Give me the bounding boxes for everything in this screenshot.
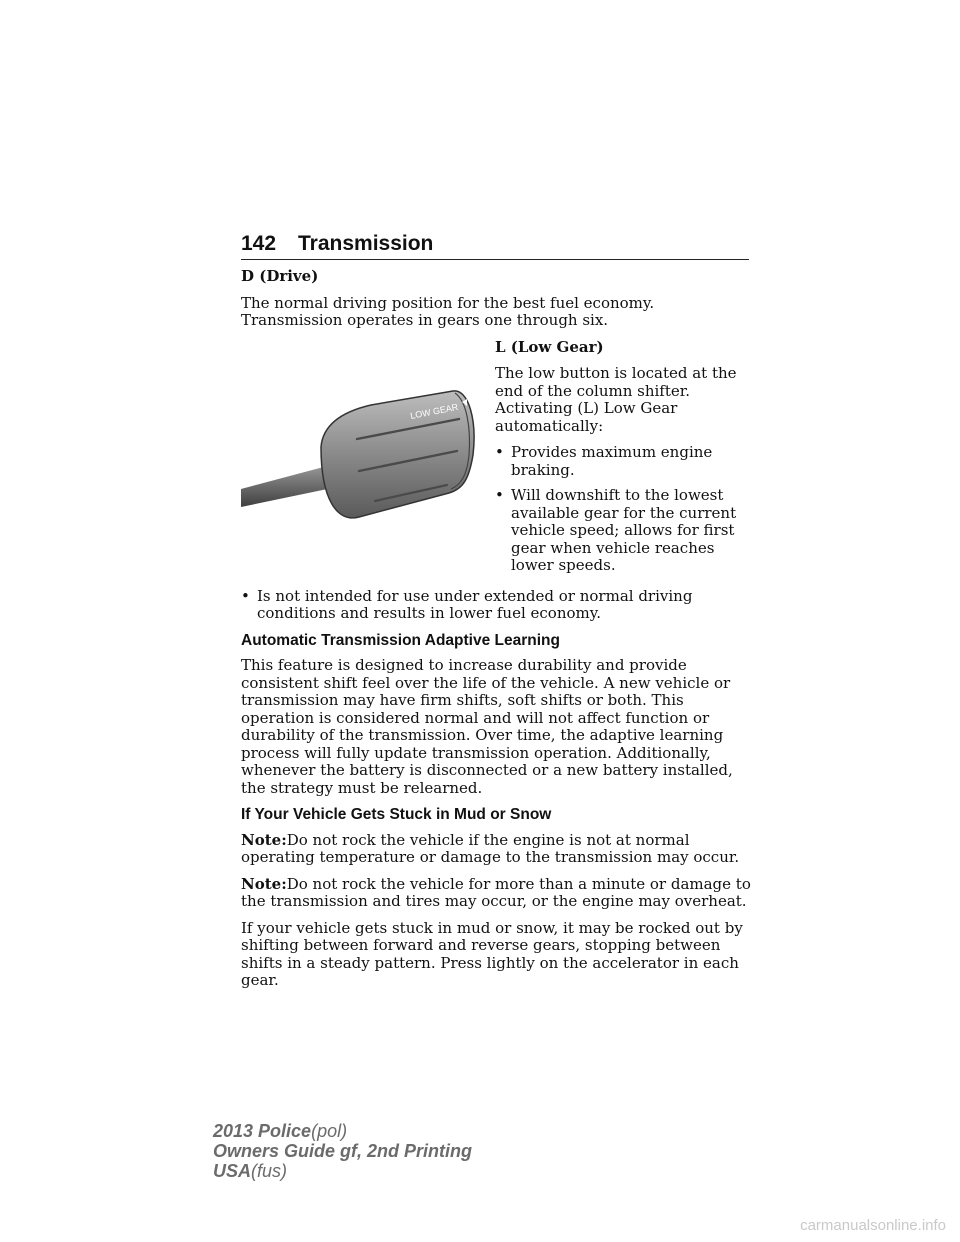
- low-gear-text-column: [495, 339, 751, 584]
- adaptive-heading: Automatic Transmission Adaptive Learning: [241, 631, 560, 649]
- low-gear-heading: L (Low Gear): [495, 337, 604, 356]
- page-number: 142: [241, 232, 277, 255]
- header-rule: [241, 259, 749, 260]
- list-item: • Will downshift to the lowest available gear for the current vehicle speed; allows for first gear when vehicle reaches lower speeds.: [495, 487, 751, 575]
- list-item: • Is not intended for use under extended or normal driving conditions and results in lower fuel economy.: [241, 588, 751, 623]
- chapter-title: Transmission: [298, 232, 434, 255]
- watermark: carmanualsonline.info: [800, 1217, 946, 1234]
- adaptive-text: This feature is designed to increase durability and provide consistent shift feel over the life of the vehicle. A new vehicle or transmission may have firm shifts, soft shifts or both. This operation is considered normal and will not affect function or durability of the transmission. Over time, the adaptive learning process will fully update transmission operation. Additionally, whenever the battery is disconnected or a new battery installed, the strategy must be relearned.: [241, 656, 733, 797]
- note-2: [241, 876, 751, 911]
- low-gear-bullets-full: [241, 588, 751, 623]
- footer-line-1: 2013 Police(pol): [213, 1121, 348, 1141]
- note-1: [241, 832, 751, 867]
- footer-line-3: USA(fus): [213, 1161, 288, 1181]
- page-content: [241, 268, 751, 999]
- low-gear-text: The low button is located at the end of the column shifter. Activating (L) Low Gear automatically:: [495, 364, 737, 435]
- footer-line-2: Owners Guide gf, 2nd Printing: [213, 1141, 473, 1161]
- column-shifter-icon: [241, 339, 495, 529]
- low-gear-label: LOW GEAR: [409, 401, 460, 421]
- stuck-text: If your vehicle gets stuck in mud or snow, it may be rocked out by shifting between forward and reverse gears, stopping between shifts in a steady pattern. Press lightly on the accelerator in each gear.: [241, 918, 743, 989]
- note-2-text: Do not rock the vehicle for more than a minute or damage to the transmission and tires may occur, or the engine may overheat.: [241, 874, 751, 910]
- drive-text: The normal driving position for the best fuel economy. Transmission operates in gears one through six.: [241, 293, 655, 329]
- drive-heading: D (Drive): [241, 267, 319, 285]
- page-header: [241, 228, 749, 260]
- low-gear-bullets-inline: [495, 444, 751, 575]
- page-footer: [213, 1121, 472, 1181]
- note-label: Note:: [241, 874, 287, 893]
- low-gear-button-illustration: [241, 339, 495, 529]
- note-1-text: Do not rock the vehicle if the engine is not at normal operating temperature or damage to the transmission may occur.: [241, 830, 740, 866]
- low-gear-block: [241, 339, 751, 584]
- note-label: Note:: [241, 830, 287, 849]
- stuck-heading: If Your Vehicle Gets Stuck in Mud or Snow: [241, 806, 552, 823]
- list-item: • Provides maximum engine braking.: [495, 444, 751, 479]
